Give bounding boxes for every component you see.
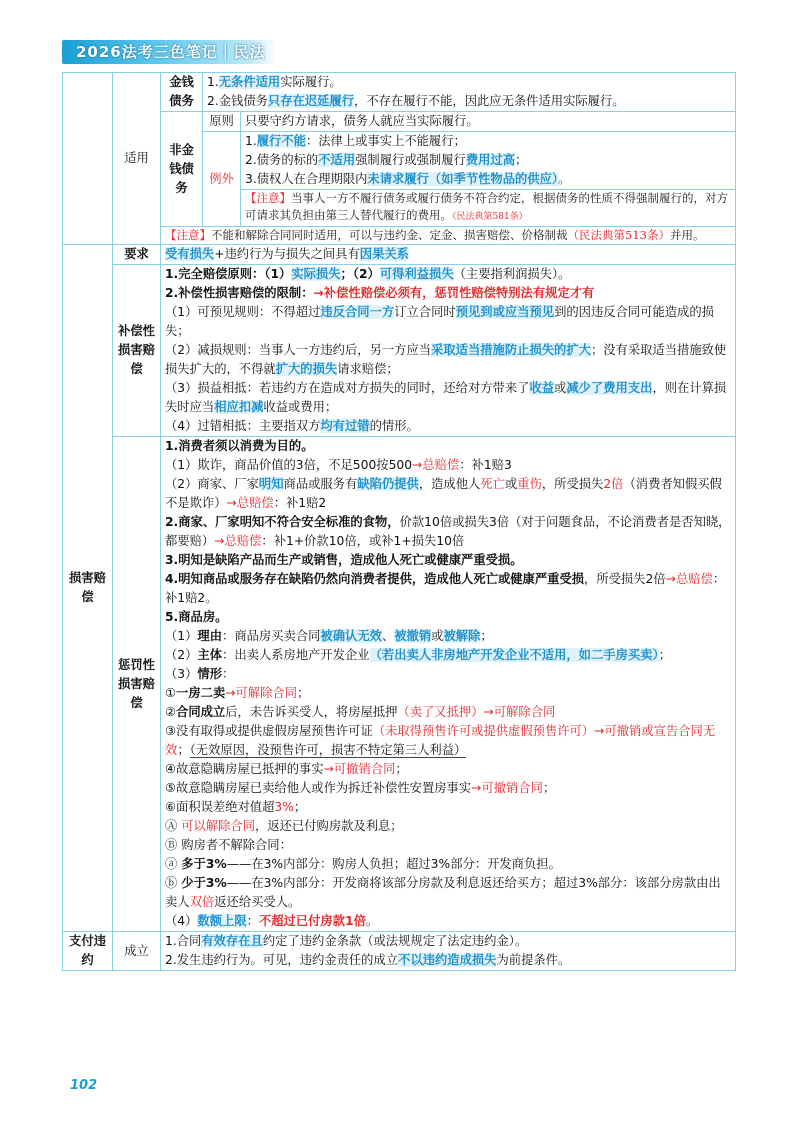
penalty-label: 支付违约 [63, 932, 113, 971]
principle-label: 原则 [203, 112, 241, 132]
page-header: 2026法考三色笔记｜民法 [62, 40, 276, 64]
requirement-text: 受有损失+违约行为与损失之间具有因果关系 [161, 245, 736, 265]
requirement-label: 要求 [113, 245, 161, 265]
apply-note: 【注意】不能和解除合同同时适用，可以与违约金、定金、损害赔偿、价格制裁（民法典第513条）并用。 [161, 227, 736, 245]
money-debt-text: 1.无条件适用实际履行。 2.金钱债务只存在迟延履行，不存在履行不能，因此应无条件适用实际履行。 [203, 73, 736, 112]
principle-text: 只要守约方请求，债务人就应当实际履行。 [241, 112, 736, 132]
page-number: 102 [70, 1078, 98, 1093]
compensatory-text: 1.完全赔偿原则：（1）实际损失；（2）可得利益损失（主要指利润损失）。 2.补偿性损害赔偿的限制：→补偿性赔偿必须有，惩罚性赔偿特别法有规定才有 （1）可预见规则：不得超过违反合同一方订立合同时预见到或应当预见到的因违反合同可能造成的损失； （2）减损规则：当事人一方违约后，另一方应当采取适当措施防止损失的扩大；没有采取适当措施致使损失扩大的，不得就扩大的损失请求赔偿； （3）损益相抵：若违约方在造成对方损失的同时，还给对方带来了收益或减少了费用支出，则在计算损失时应当相应扣减收益或费用； （4）过错相抵：主要指双方均有过错的情形。 [161, 265, 736, 437]
section-blank-cell [63, 73, 113, 245]
notes-table [62, 72, 736, 971]
punitive-label: 惩罚性损害赔偿 [113, 437, 161, 932]
punitive-text: 1.消费者须以消费为目的。 （1）欺诈，商品价值的3倍，不足500按500→总赔偿：补1赔3 （2）商家、厂家明知商品或服务有缺陷仍提供，造成他人死亡或重伤，所受损失2倍（消费者知假买假不是欺诈）→总赔偿：补1赔2 2.商家、厂家明知不符合安全标准的食物，价款10倍或损失3倍（对于问题食品，不论消费者是否知晓，都要赔）→总赔偿：补1+价款10倍，或补1+损失10倍 3.明知是缺陷产品而生产或销售，造成他人死亡或健康严重受损。 4.明知商品或服务存在缺陷仍然向消费者提供，造成他人死亡或健康严重受损，所受损失2倍→总赔偿：补1赔2。 5.商品房。 （1）理由：商品房买卖合同被确认无效、被撤销或被解除； （2）主体：出卖人系房地产开发企业（若出卖人非房地产开发企业不适用，如二手房买卖）； （3）情形： ①一房二卖→可解除合同； ②合同成立后，未告诉买受人，将房屋抵押（卖了又抵押）→可解除合同 ③没有取得或提供虚假房屋预售许可证（未取得预售许可或提供虚假预售许可）→可撤销或宣告合同无效；（无效原因，没预售许可，损害不特定第三人利益） ④故意隐瞒房屋已抵押的事实→可撤销合同； ⑤故意隐瞒房屋已卖给他人或作为拆迁补偿性安置房事实→可撤销合同； ⑥面积误差绝对值超3%； Ⓐ 可以解除合同，返还已付购房款及利息； Ⓑ 购房者不解除合同： ⓐ 多于3%——在3%内部分：购房人负担；超过3%部分：开发商负担。 ⓑ 少于3%——在3%内部分：开发商将该部分房款及利息返还给买方；超过3%部分：该部分房款由出卖人双倍返还给买受人。 （4）数额上限：不超过已付房款1倍。 [161, 437, 736, 932]
establish-label: 成立 [113, 932, 161, 971]
exception-note: 【注意】当事人一方不履行债务或履行债务不符合约定，根据债务的性质不得强制履行的，对方可请求其负担由第三人替代履行的费用。（民法典第581条） [241, 190, 736, 227]
money-debt-label: 金钱债务 [161, 73, 203, 112]
damages-label: 损害赔偿 [63, 245, 113, 932]
exception-label: 例外 [203, 132, 241, 227]
apply-label: 适用 [113, 73, 161, 245]
compensatory-label: 补偿性损害赔偿 [113, 265, 161, 437]
exception-list: 1.履行不能：法律上或事实上不能履行； 2.债务的标的不适用强制履行或强制履行费用过高； 3.债权人在合理期限内未请求履行（如季节性物品的供应）。 [241, 132, 736, 190]
establish-text: 1.合同有效存在且约定了违约金条款（或法规规定了法定违约金）。 2.发生违约行为。可见，违约金责任的成立不以违约造成损失为前提条件。 [161, 932, 736, 971]
non-money-debt-label: 非金钱债务 [161, 112, 203, 227]
